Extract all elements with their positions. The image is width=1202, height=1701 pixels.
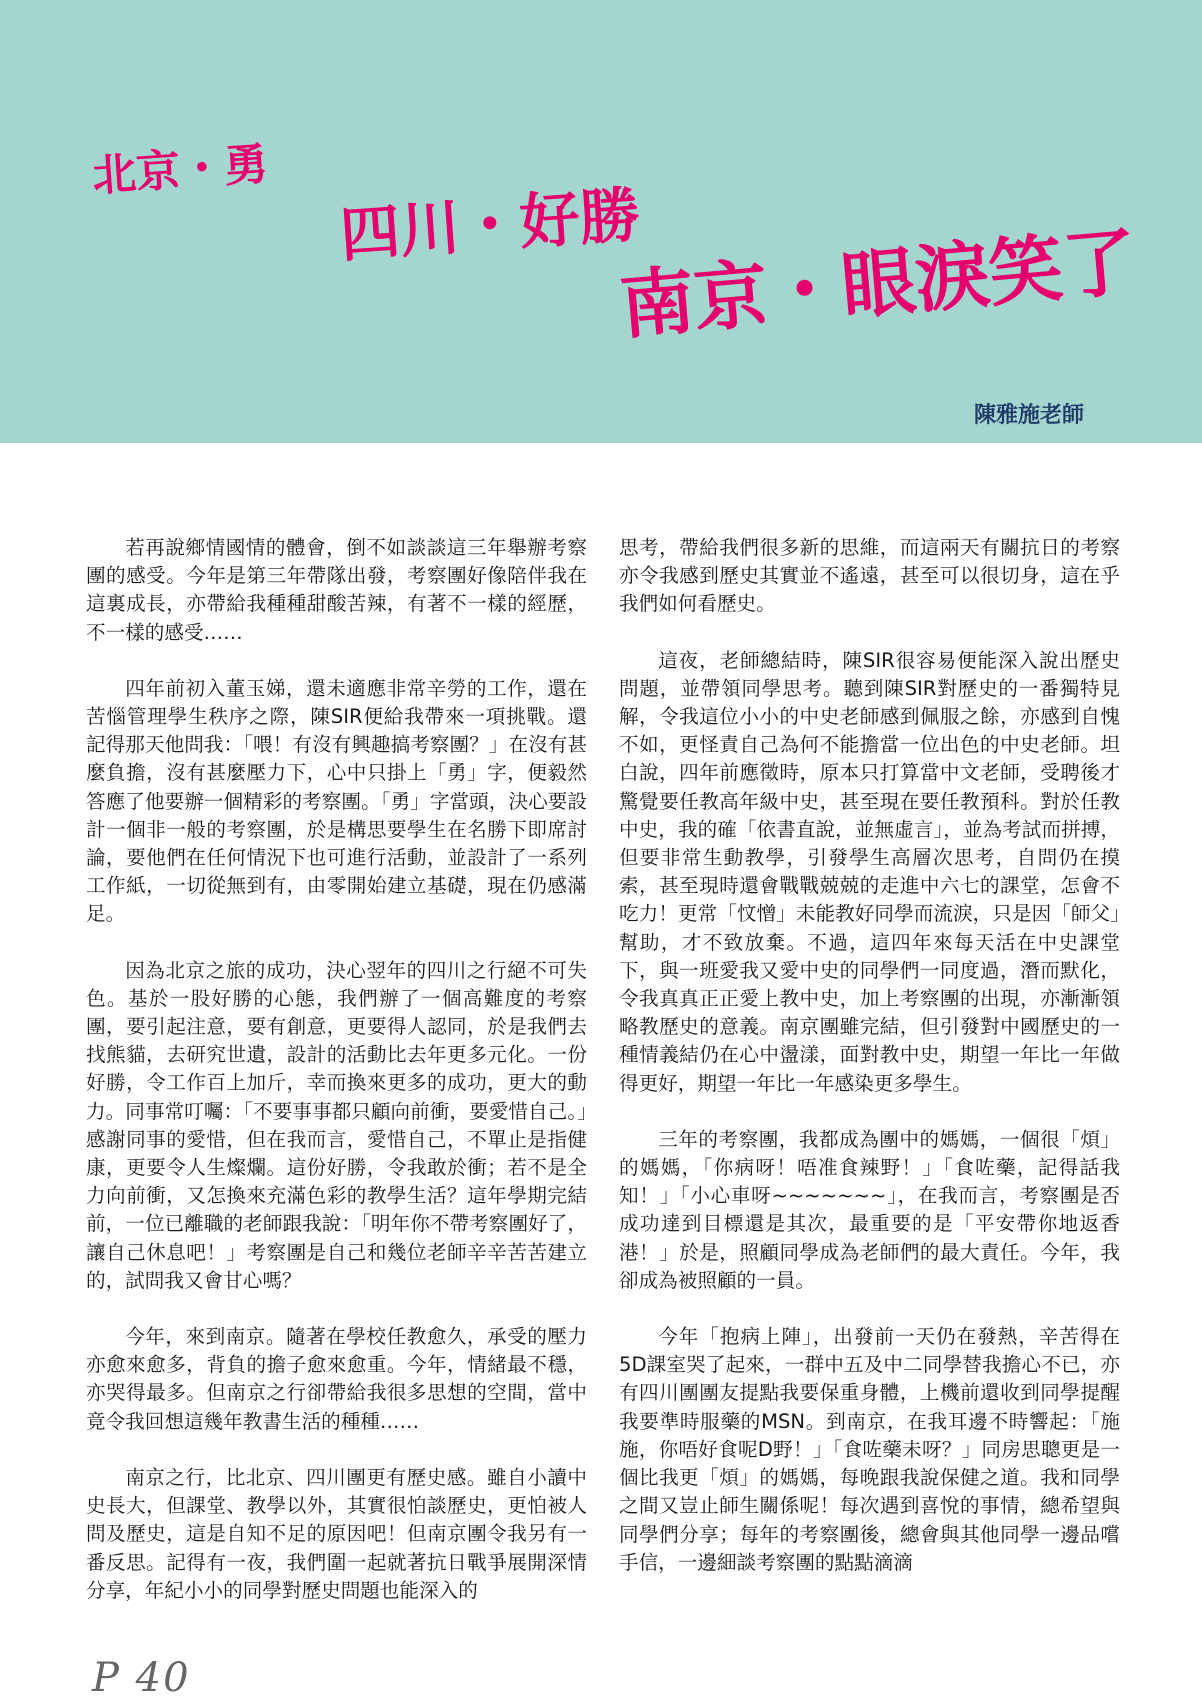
article-paragraph: 四年前初入董玉娣，還未適應非常辛勞的工作，還在苦惱管理學生秩序之際，陳SIR便給我帶來一項挑戰。還記得那天他問我：「喂！有沒有興趣搞考察團？」在沒有甚麼負擔，沒有甚麼壓力下，心中只掛上「勇」字，便毅然答應了他要辦一個精彩的考察團。「勇」字當頭，決心要設計一個非一般的考察團，於是構思要學生在名勝下即席討論，要他們在任何情況下也可進行活動，並設計了一系列工作紙，一切從無到有，由零開始建立基礎，現在仍感滿足。 [86, 676, 587, 926]
article-paragraph: 今年，來到南京。隨著在學校任教愈久，承受的壓力亦愈來愈多，背負的擔子愈來愈重。今年，情緒最不穩，亦哭得最多。但南京之行卻帶給我很多思想的空間，當中竟令我回想這幾年教書生活的種種…… [86, 1325, 587, 1433]
article-paragraph: 三年的考察團，我都成為團中的媽媽，一個很「煩」的媽媽，「你病呀！唔准食辣野！」「食咗藥，記得話我知！」「小心車呀~~~~~~~」，在我而言，考察團是否成功達到目標還是其次，最重要的是「平安帶你地返香港！」於是，照顧同學成為老師們的最大責任。今年，我卻成為被照顧的一員。 [619, 1127, 1120, 1292]
article-paragraph: 這夜，老師總結時，陳SIR很容易便能深入說出歷史問題，並帶領同學思考。聽到陳SIR對歷史的一番獨特見解，令我這位小小的中史老師感到佩服之餘，亦感到自愧不如，更怪責自己為何不能擔當一位出色的中史老師。坦白說，四年前應徵時，原本只打算當中文老師，受聘後才驚覺要任教高年級中史，甚至現在要任教預科。對於任教中史，我的確「依書直說，並無虛言」，並為考試而拼搏，但要非常生動教學，引發學生高層次思考，自問仍在摸索，甚至現時還會戰戰兢兢的走進中六七的課堂，怎會不吃力！更常「忟憎」未能教好同學而流淚，只是因「師父」幫助，才不致放棄。不過，這四年來每天活在中史課堂下，與一班愛我又愛中史的同學們一同度過，潛而默化，令我真真正正愛上教中史，加上考察團的出現，亦漸漸領略教歷史的意義。南京團雖完結，但引發對中國歷史的一種情義結仍在心中盪漾，面對教中史，期望一年比一年做得更好，期望一年比一年感染更多學生。 [619, 648, 1120, 1095]
article-right-column [619, 534, 1120, 1605]
page-number: P 40 [92, 1655, 191, 1701]
article-paragraph: 今年「抱病上陣」，出發前一天仍在發熱，辛苦得在5D課室哭了起來，一群中五及中二同學替我擔心不已，亦有四川團團友提點我要保重身體，上機前還收到同學提醒我要準時服藥的MSN。到南京，在我耳邊不時響起：「施施，你唔好食呢D野！」「食咗藥未呀？」同房思聰更是一個比我更「煩」的媽媽，每晚跟我說保健之道。我和同學之間又豈止師生關係呢！每次遇到喜悅的事情，總希望與同學們分享；每年的考察團後，總會與其他同學一邊品嚐手信，一邊細談考察團的點點滴滴 [619, 1325, 1120, 1574]
article-paragraph: 南京之行，比北京、四川團更有歷史感。雖自小讀中史長大，但課堂、教學以外，其實很怕談歷史，更怕被人問及歷史，這是自知不足的原因吧！但南京團令我另有一番反思。記得有一夜，我們圍一起就著抗日戰爭展開深情分享，年紀小小的同學對歷史問題也能深入的 [86, 1465, 587, 1602]
header-band [0, 0, 1202, 443]
article-paragraph: 若再說鄉情國情的體會，倒不如談談這三年舉辦考察團的感受。今年是第三年帶隊出發，考察團好像陪伴我在這裏成長，亦帶給我種種甜酸苦辣，有著不一樣的經歷，不一樣的感受…… [86, 536, 587, 644]
title-line-beijing: 北京・勇 [90, 138, 270, 202]
article-left-column [86, 534, 587, 1633]
title-line-nanjing: 南京・眼淚笑了 [616, 218, 1141, 350]
article-paragraph-continued: 思考，帶給我們很多新的思維，而這兩天有關抗日的考察亦令我感到歷史其實並不遙遠，甚至可以很切身，這在乎我們如何看歷史。 [619, 536, 1120, 616]
title-line-sichuan: 四川・好勝 [337, 180, 643, 271]
article-paragraph: 因為北京之旅的成功，決心翌年的四川之行絕不可失色。基於一股好勝的心態，我們辦了一個高難度的考察團，要引起注意，要有創意，更要得人認同，於是我們去找熊貓，去研究世遺，設計的活動比去年更多元化。一份好勝，令工作百上加斤，幸而換來更多的成功，更大的動力。同事常叮囑：「不要事事都只顧向前衝，要愛惜自己。」感謝同事的愛惜，但在我而言，愛惜自己，不單止是指健康，更要令人生燦爛。這份好勝，令我敢於衝；若不是全力向前衝，又怎換來充滿色彩的教學生活？這年學期完結前，一位已離職的老師跟我說：「明年你不帶考察團好了，讓自己休息吧！」考察團是自己和幾位老師辛辛苦苦建立的，試問我又會甘心嗎？ [86, 958, 587, 1292]
author-name: 陳雅施老師 [974, 403, 1085, 428]
